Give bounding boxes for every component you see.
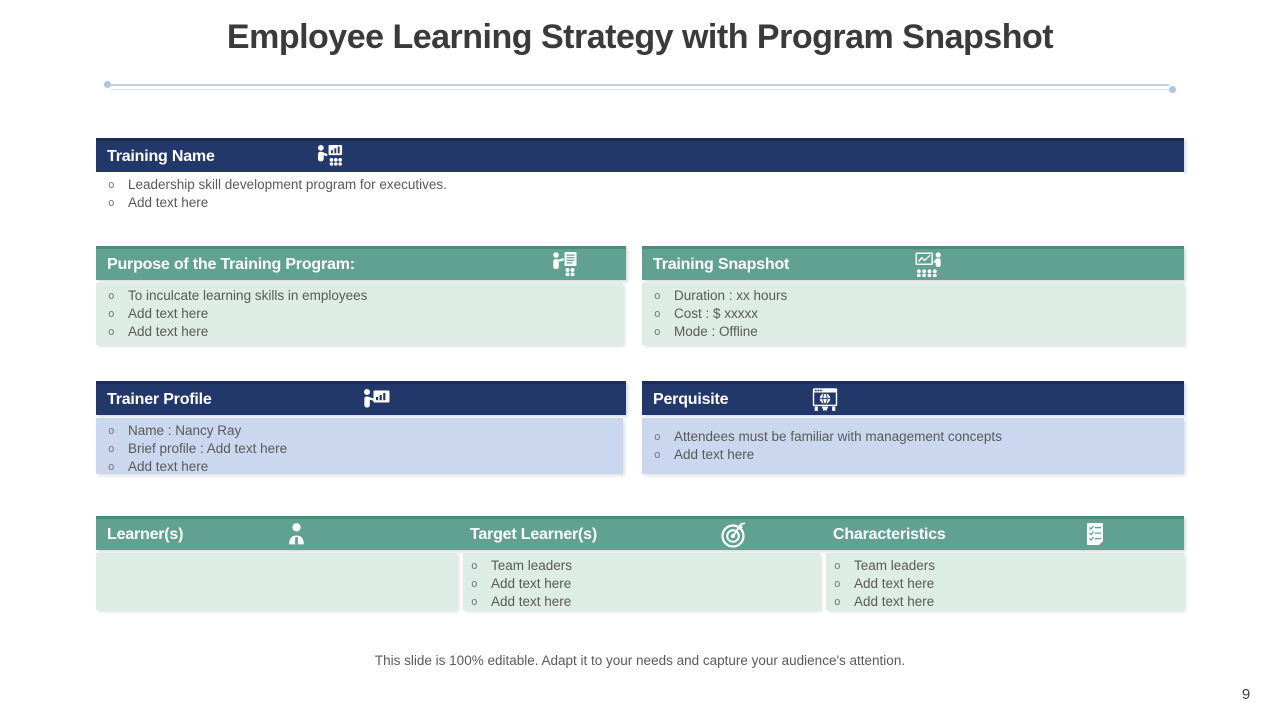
training-name-bullets: [96, 172, 1184, 212]
bullet-text: Duration : xx hours: [674, 288, 788, 303]
training-snapshot-title: Training Snapshot: [653, 255, 790, 273]
bullet-text: Add text here: [128, 459, 209, 474]
bullet-text: Mode : Offline: [674, 324, 758, 339]
person-icon: [286, 522, 307, 547]
target-learners-bullets: [463, 553, 820, 611]
checklist-icon: [1084, 522, 1106, 548]
bullet-text: Team leaders: [491, 558, 573, 573]
target-icon: [720, 521, 748, 549]
list-item: [108, 323, 615, 341]
page-title: Employee Learning Strategy with Program Snapshot: [226, 18, 1054, 56]
bullet-marker: o: [108, 307, 115, 320]
bullet-text: Add text here: [128, 324, 209, 339]
trainer-profile-bullets: [96, 418, 623, 476]
bullet-marker: o: [471, 559, 478, 572]
list-item: [108, 305, 615, 323]
list-item: [654, 446, 1002, 464]
bullet-marker: o: [108, 442, 115, 455]
bullet-text: Add text here: [128, 306, 209, 321]
trainer-board-icon: [362, 388, 392, 412]
bullet-marker: o: [654, 430, 661, 443]
bullet-marker: o: [108, 196, 115, 209]
list-item: [654, 428, 1002, 446]
bullet-text: Attendees must be familiar with management concepts: [674, 429, 1002, 444]
list-item: [834, 557, 1176, 575]
divider-dot-left: [104, 81, 111, 88]
list-item: [108, 194, 1176, 212]
perquisite-body: [642, 418, 1184, 474]
perquisite-title: Perquisite: [653, 390, 729, 408]
bullet-marker: o: [834, 559, 841, 572]
purpose-header: [96, 246, 626, 280]
page-number: 9: [1241, 686, 1251, 703]
purpose-bullets: [96, 283, 623, 341]
training-name-title: Training Name: [107, 147, 215, 165]
bullet-marker: o: [108, 424, 115, 437]
training-snapshot-body: [642, 283, 1184, 345]
bullet-marker: o: [654, 289, 661, 302]
training-snapshot-bullets: [642, 283, 1184, 341]
perquisite-header: [642, 381, 1184, 415]
bullet-text: Add text here: [854, 594, 935, 609]
bullet-text: Add text here: [491, 594, 572, 609]
bullet-text: Cost : $ xxxxx: [674, 306, 759, 321]
bullet-text: To inculcate learning skills in employees: [128, 288, 368, 303]
trainer-profile-title: Trainer Profile: [107, 390, 212, 408]
characteristics-title: Characteristics: [833, 525, 946, 543]
bullet-text: Team leaders: [854, 558, 936, 573]
learners-title: Learner(s): [107, 525, 184, 543]
list-item: [654, 323, 1176, 341]
bullet-marker: o: [108, 325, 115, 338]
perquisite-bullets: [642, 428, 1010, 464]
bullet-marker: o: [471, 595, 478, 608]
characteristics-body: [826, 553, 1184, 610]
bullet-text: Brief profile : Add text here: [128, 441, 288, 456]
divider-dot-right: [1169, 86, 1176, 93]
purpose-presenter-icon: [551, 251, 579, 278]
bullet-marker: o: [108, 178, 115, 191]
list-item: [471, 575, 812, 593]
divider-line: [111, 84, 1169, 86]
list-item: [834, 575, 1176, 593]
list-item: [471, 557, 812, 575]
list-item: [654, 287, 1176, 305]
list-item: [654, 305, 1176, 323]
list-item: [108, 287, 615, 305]
learners-body: [96, 553, 457, 610]
editable-note: This slide is 100% editable. Adapt it to your needs and capture your audience's attention.: [374, 653, 906, 668]
purpose-title: Purpose of the Training Program:: [107, 255, 355, 273]
purpose-body: [96, 283, 623, 345]
bullet-text: Add text here: [674, 447, 755, 462]
bullet-marker: o: [108, 289, 115, 302]
bullet-text: Add text here: [854, 576, 935, 591]
bullet-marker: o: [654, 307, 661, 320]
characteristics-bullets: [826, 553, 1184, 611]
list-item: [471, 593, 812, 611]
web-certificate-icon: [810, 386, 840, 414]
training-presentation-icon: [315, 143, 346, 170]
bullet-marker: o: [654, 448, 661, 461]
bullet-marker: o: [471, 577, 478, 590]
divider-line-2: [111, 89, 1169, 90]
trainer-profile-body: [96, 418, 623, 474]
list-item: [108, 176, 1176, 194]
bullet-marker: o: [654, 325, 661, 338]
bullet-marker: o: [108, 460, 115, 473]
list-item: [108, 422, 615, 440]
bullet-marker: o: [834, 577, 841, 590]
trainer-profile-header: [96, 381, 626, 415]
snapshot-presentation-icon: [914, 251, 945, 278]
training-name-header: [96, 138, 1184, 172]
target-learners-title: Target Learner(s): [470, 525, 598, 543]
target-learners-body: [463, 553, 820, 610]
learners-row-header: [96, 516, 1184, 550]
list-item: [108, 458, 615, 476]
training-name-body: [96, 172, 1184, 216]
bullet-marker: o: [834, 595, 841, 608]
bullet-text: Leadership skill development program for executives.: [128, 177, 447, 192]
bullet-text: Add text here: [128, 195, 209, 210]
bullet-text: Add text here: [491, 576, 572, 591]
list-item: [108, 440, 615, 458]
bullet-text: Name : Nancy Ray: [128, 423, 242, 438]
list-item: [834, 593, 1176, 611]
title-divider: [104, 80, 1176, 94]
training-snapshot-header: [642, 246, 1184, 280]
